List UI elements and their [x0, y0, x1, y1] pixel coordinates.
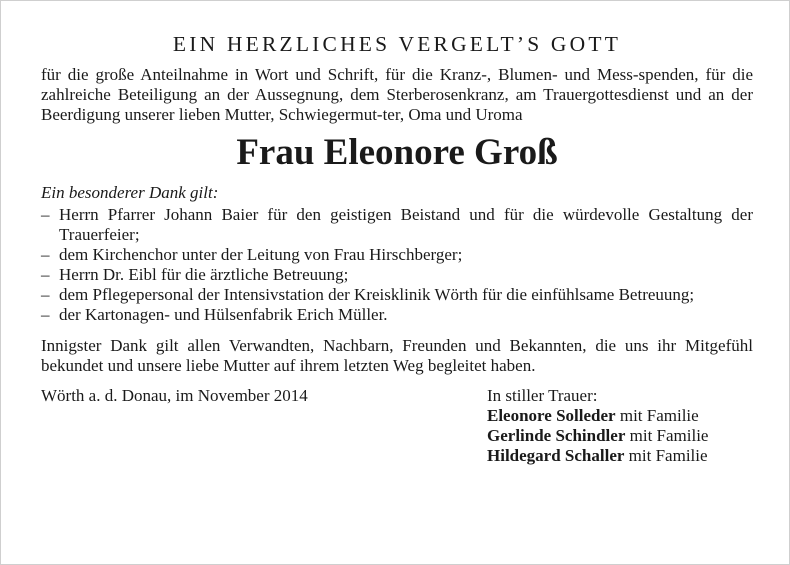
- list-item-text: Herrn Dr. Eibl für die ärztliche Betreuung;: [59, 265, 349, 284]
- signer-line: [487, 406, 753, 426]
- dash-bullet: –: [41, 285, 50, 304]
- closing-paragraph: Innigster Dank gilt allen Verwandten, Nachbarn, Freunden und Bekannten, die uns ihr Mitgefühl bekundet und unsere liebe Mutter auf ihrem letzten Weg begleitet haben.: [41, 336, 753, 375]
- list-item-text: der Kartonagen- und Hülsenfabrik Erich Müller.: [59, 305, 388, 324]
- intro-paragraph: für die große Anteilnahme in Wort und Schrift, für die Kranz-, Blumen- und Mess-spenden, für die zahlreiche Beteiligung an der Aussegnung, dem Sterberosenkranz, am Trauergottesdienst und an der Beerdigung unserer lieben Mutter, Schwiegermut-ter, Oma und Uroma: [41, 65, 753, 124]
- signer-line: [487, 446, 753, 466]
- dash-bullet: –: [41, 245, 50, 264]
- list-item: [41, 205, 753, 245]
- list-item: [41, 305, 753, 325]
- dash-bullet: –: [41, 205, 50, 224]
- signer-name: Hildegard Schaller: [487, 446, 625, 465]
- list-item: [41, 245, 753, 265]
- notice-content: [41, 29, 753, 466]
- deceased-name: Frau Eleonore Groß: [236, 132, 558, 173]
- notice-footer: [41, 386, 753, 466]
- special-thanks-intro: Ein besonderer Dank gilt:: [41, 183, 219, 202]
- list-item-text: Herrn Pfarrer Johann Baier für den geistigen Beistand und für die würdevolle Gestaltung der Trauerfeier;: [59, 205, 753, 244]
- dash-bullet: –: [41, 305, 50, 324]
- signer-name: Gerlinde Schindler: [487, 426, 626, 445]
- mourners-block: [487, 386, 753, 466]
- signer-suffix: mit Familie: [619, 406, 699, 425]
- signer-name: Eleonore Solleder: [487, 406, 616, 425]
- list-item: [41, 265, 753, 285]
- list-item-text: dem Pflegepersonal der Intensivstation der Kreisklinik Wörth für die einfühlsame Betreuung;: [59, 285, 695, 304]
- list-item: [41, 285, 753, 305]
- signer-suffix: mit Familie: [628, 446, 708, 465]
- signer-line: [487, 426, 753, 446]
- signer-suffix: mit Familie: [629, 426, 709, 445]
- thanks-list: [41, 205, 753, 325]
- place-date: Wörth a. d. Donau, im November 2014: [41, 386, 308, 405]
- mourning-label: In stiller Trauer:: [487, 386, 598, 405]
- dash-bullet: –: [41, 265, 50, 284]
- list-item-text: dem Kirchenchor unter der Leitung von Frau Hirschberger;: [59, 245, 463, 264]
- notice-header: EIN HERZLICHES VERGELT’S GOTT: [172, 32, 622, 56]
